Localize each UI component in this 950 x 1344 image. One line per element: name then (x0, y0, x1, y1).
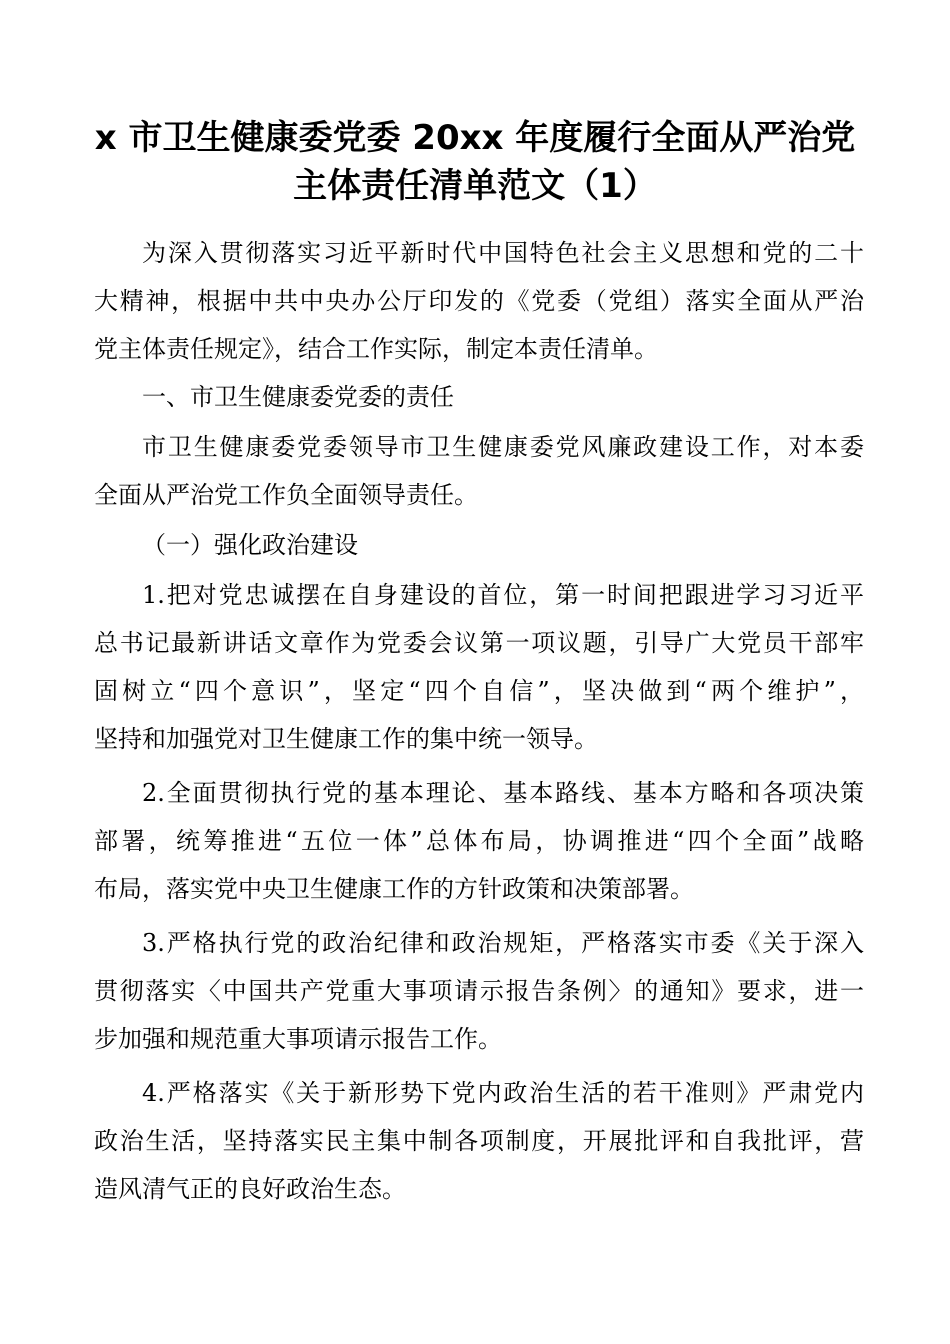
item-1-line: 1.把对党忠诚摆在自身建设的首位，第一时间把跟进学习习近平 (142, 581, 864, 609)
item-2-line: 2.全面贯彻执行党的基本理论、基本路线、基本方略和各项决策 (142, 779, 864, 807)
item-4-line: 造风清气正的良好政治生态。 (94, 1175, 406, 1203)
section-1-paragraph-line: 全面从严治党工作负全面领导责任。 (94, 481, 478, 509)
document-title-line-2: 主体责任清单范文（1） (293, 166, 657, 206)
item-1-line: 固树立“四个意识”，坚定“四个自信”，坚决做到“两个维护”， (94, 677, 864, 705)
intro-paragraph-line: 为深入贯彻落实习近平新时代中国特色社会主义思想和党的二十 (142, 239, 864, 267)
section-1-heading: 一、市卫生健康委党委的责任 (142, 383, 454, 411)
intro-paragraph-line: 大精神，根据中共中央办公厅印发的《党委（党组）落实全面从严治 (94, 287, 864, 315)
item-1-line: 坚持和加强党对卫生健康工作的集中统一领导。 (94, 725, 598, 753)
intro-paragraph-line: 党主体责任规定》，结合工作实际，制定本责任清单。 (94, 335, 658, 363)
item-2-line: 布局，落实党中央卫生健康工作的方针政策和决策部署。 (94, 875, 694, 903)
document-title-line-1: x 市卫生健康委党委 20xx 年度履行全面从严治党 (94, 118, 856, 158)
item-4-line: 4.严格落实《关于新形势下党内政治生活的若干准则》严肃党内 (142, 1079, 864, 1107)
item-4-line: 政治生活，坚持落实民主集中制各项制度，开展批评和自我批评，营 (94, 1127, 864, 1155)
subsection-1-heading: （一）强化政治建设 (142, 531, 358, 559)
section-1-paragraph-line: 市卫生健康委党委领导市卫生健康委党风廉政建设工作，对本委 (142, 433, 864, 461)
item-3-line: 3.严格执行党的政治纪律和政治规矩，严格落实市委《关于深入 (142, 929, 864, 957)
item-1-line: 总书记最新讲话文章作为党委会议第一项议题，引导广大党员干部牢 (94, 629, 864, 657)
item-3-line: 贯彻落实〈中国共产党重大事项请示报告条例〉的通知》要求，进一 (94, 977, 864, 1005)
item-2-line: 部署，统筹推进“五位一体”总体布局，协调推进“四个全面”战略 (94, 827, 864, 855)
item-3-line: 步加强和规范重大事项请示报告工作。 (94, 1025, 502, 1053)
